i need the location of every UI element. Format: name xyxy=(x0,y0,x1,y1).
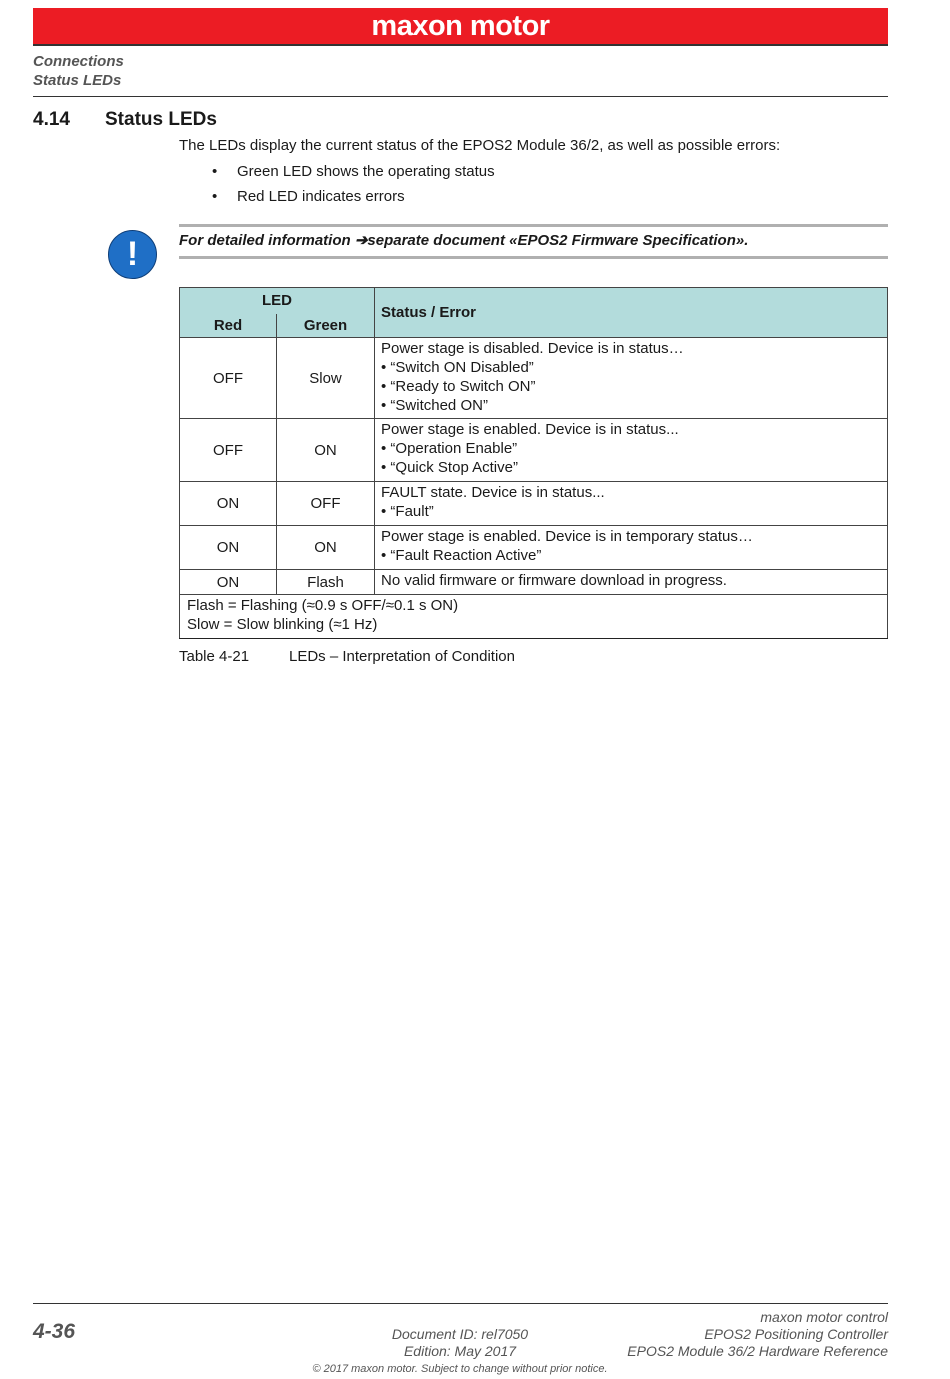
status-line: • “Fault” xyxy=(381,503,434,520)
brand-meta xyxy=(627,1309,888,1360)
list-item-text: Red LED indicates errors xyxy=(237,188,405,205)
cell-red: ON xyxy=(180,526,277,570)
table-row xyxy=(180,419,888,482)
status-line: Power stage is enabled. Device is in status... xyxy=(381,421,679,438)
cell-red: ON xyxy=(180,482,277,526)
copyright: © 2017 maxon motor. Subject to change without prior notice. xyxy=(312,1363,608,1375)
cell-red: OFF xyxy=(180,419,277,482)
document-meta xyxy=(360,1326,560,1360)
status-line: • “Switch ON Disabled” xyxy=(381,359,534,376)
note-box xyxy=(179,224,888,259)
bullet-icon: • xyxy=(212,163,218,180)
table-header-red: Red xyxy=(180,314,277,338)
cell-green: ON xyxy=(277,419,375,482)
section-number: 4.14 xyxy=(33,109,70,130)
status-line: • “Operation Enable” xyxy=(381,440,518,457)
status-line: Power stage is enabled. Device is in temporary status… xyxy=(381,528,753,545)
cell-status xyxy=(375,338,888,419)
caption-label: Table 4-21 xyxy=(179,648,250,665)
brand-line: maxon motor control xyxy=(760,1309,888,1325)
list-item-text: Green LED shows the operating status xyxy=(237,163,495,180)
document-id: Document ID: rel7050 xyxy=(391,1326,529,1342)
breadcrumb-section: Status LEDs xyxy=(33,72,122,89)
bullet-icon: • xyxy=(212,188,218,205)
exclamation-icon: ! xyxy=(108,230,157,279)
caption-text: LEDs – Interpretation of Condition xyxy=(289,648,515,665)
cell-status xyxy=(375,526,888,570)
note-text: For detailed information ➔separate document «EPOS2 Firmware Specification». xyxy=(179,232,749,249)
section-title: Status LEDs xyxy=(105,109,217,130)
cell-green: Flash xyxy=(277,570,375,595)
table-row xyxy=(180,570,888,595)
cell-red: ON xyxy=(180,570,277,595)
table-row xyxy=(180,482,888,526)
status-line: Power stage is disabled. Device is in status… xyxy=(381,340,684,357)
table-row xyxy=(180,526,888,570)
page-number: 4-36 xyxy=(33,1320,76,1343)
brand-line: EPOS2 Positioning Controller xyxy=(704,1326,888,1342)
table-header-status: Status / Error xyxy=(375,288,888,338)
status-line: FAULT state. Device is in status... xyxy=(381,484,605,501)
table-legend-row xyxy=(180,595,888,639)
status-line: • “Ready to Switch ON” xyxy=(381,378,536,395)
cell-status xyxy=(375,419,888,482)
status-line: • “Fault Reaction Active” xyxy=(381,547,542,564)
section-intro: The LEDs display the current status of the EPOS2 Module 36/2, as well as possible errors: xyxy=(179,137,781,154)
status-line: • “Quick Stop Active” xyxy=(381,459,518,476)
cell-red: OFF xyxy=(180,338,277,419)
brand-line: EPOS2 Module 36/2 Hardware Reference xyxy=(627,1343,888,1359)
edition: Edition: May 2017 xyxy=(403,1343,517,1359)
footer-rule xyxy=(33,1303,888,1304)
header-divider xyxy=(33,44,888,46)
status-line: No valid firmware or firmware download in progress. xyxy=(381,572,727,589)
cell-green: Slow xyxy=(277,338,375,419)
table-header-green: Green xyxy=(277,314,375,338)
table-header-led: LED xyxy=(180,288,375,314)
status-line: • “Switched ON” xyxy=(381,397,488,414)
legend-line: Flash = Flashing (≈0.9 s OFF/≈0.1 s ON) xyxy=(187,597,459,614)
led-status-table xyxy=(179,287,888,639)
legend-line: Slow = Slow blinking (≈1 Hz) xyxy=(187,616,378,633)
brand-banner: maxon motor xyxy=(33,8,888,44)
cell-status xyxy=(375,570,888,595)
cell-green: ON xyxy=(277,526,375,570)
header-rule xyxy=(33,96,888,97)
cell-status xyxy=(375,482,888,526)
breadcrumb xyxy=(33,52,124,90)
cell-green: OFF xyxy=(277,482,375,526)
table-row xyxy=(180,338,888,419)
table-legend xyxy=(180,595,888,639)
breadcrumb-chapter: Connections xyxy=(33,53,124,70)
